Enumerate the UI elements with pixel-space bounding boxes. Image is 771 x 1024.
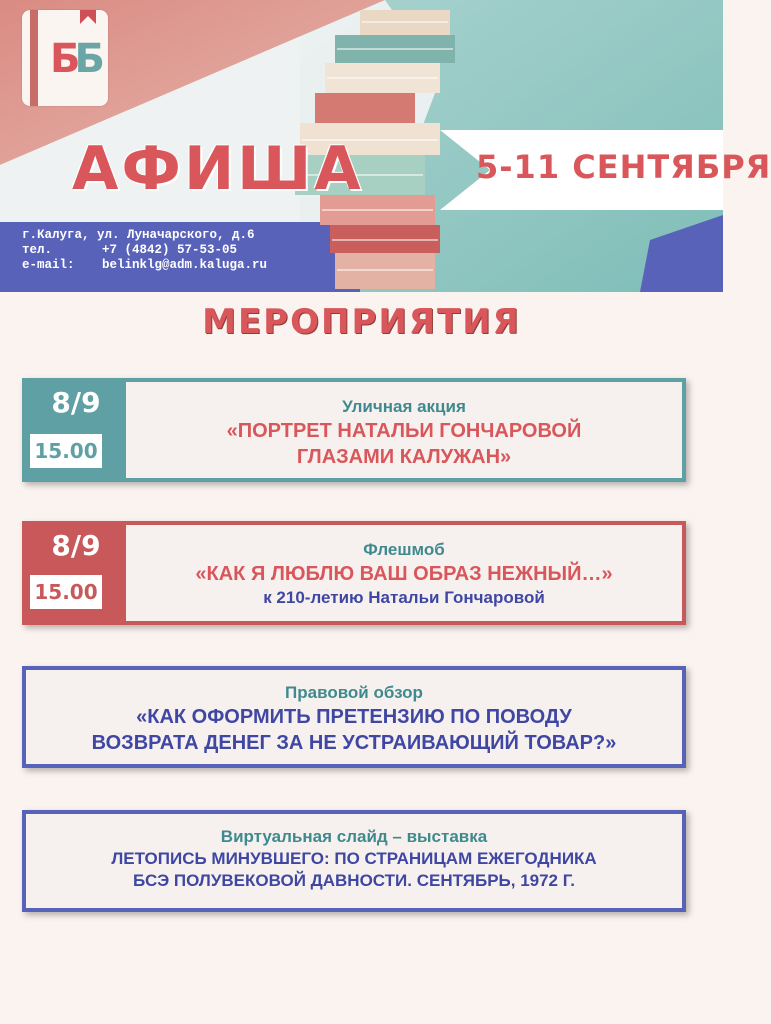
event-date: 8/9 bbox=[51, 529, 101, 562]
poster-title: АФИША bbox=[72, 134, 364, 204]
email-label: e-mail: bbox=[22, 258, 75, 272]
event-title-line2: ВОЗВРАТА ДЕНЕГ ЗА НЕ УСТРАИВАЮЩИЙ ТОВАР?» bbox=[91, 732, 617, 754]
event-title-line1: «КАК ОФОРМИТЬ ПРЕТЕНЗИЮ ПО ПОВОДУ bbox=[136, 706, 572, 728]
event-subtitle: к 210-летию Натальи Гончаровой bbox=[263, 588, 545, 607]
event-text bbox=[126, 539, 682, 609]
event-time: 15.00 bbox=[30, 434, 102, 468]
date-range: 5-11 СЕНТЯБРЯ bbox=[476, 148, 771, 186]
event-title-line1: «ПОРТРЕТ НАТАЛЬИ ГОНЧАРОВОЙ bbox=[226, 420, 582, 442]
phone-value: +7 (4842) 57-53-05 bbox=[102, 243, 238, 257]
phone-label: тел. bbox=[22, 243, 53, 257]
contact-info bbox=[22, 228, 267, 273]
section-title: МЕРОПРИЯТИЯ bbox=[202, 302, 521, 342]
event-time: 15.00 bbox=[30, 575, 102, 609]
event-title-line1: ЛЕТОПИСЬ МИНУВШЕГО: ПО СТРАНИЦАМ ЕЖЕГОДНИКА bbox=[111, 849, 597, 868]
event-text bbox=[26, 826, 682, 892]
event-text bbox=[126, 396, 682, 470]
phone-row bbox=[22, 243, 267, 258]
event-type: Правовой обзор bbox=[285, 683, 423, 702]
event-card-1 bbox=[22, 378, 686, 482]
email-row bbox=[22, 258, 267, 273]
event-card-3 bbox=[22, 666, 686, 768]
event-title-line2: ГЛАЗАМИ КАЛУЖАН» bbox=[296, 446, 512, 468]
event-date-box bbox=[26, 382, 126, 478]
header-banner bbox=[0, 0, 771, 292]
event-date: 8/9 bbox=[51, 386, 101, 419]
address: г.Калуга, ул. Луначарского, д.6 bbox=[22, 228, 255, 242]
event-text bbox=[26, 682, 682, 756]
event-type: Виртуальная слайд – выставка bbox=[220, 827, 488, 846]
event-card-4 bbox=[22, 810, 686, 912]
event-type: Уличная акция bbox=[342, 397, 466, 416]
logo-letters: ББ bbox=[50, 36, 99, 82]
event-date-box bbox=[26, 525, 126, 621]
event-title-line2: БСЭ ПОЛУВЕКОВОЙ ДАВНОСТИ. СЕНТЯБРЬ, 1972 Г. bbox=[133, 871, 575, 890]
library-logo bbox=[22, 10, 108, 106]
event-type: Флешмоб bbox=[363, 540, 445, 559]
event-card-2 bbox=[22, 521, 686, 625]
event-title-line1: «КАК Я ЛЮБЛЮ ВАШ ОБРАЗ НЕЖНЫЙ…» bbox=[195, 563, 613, 585]
email-value[interactable]: belinklg@adm.kaluga.ru bbox=[102, 258, 268, 272]
